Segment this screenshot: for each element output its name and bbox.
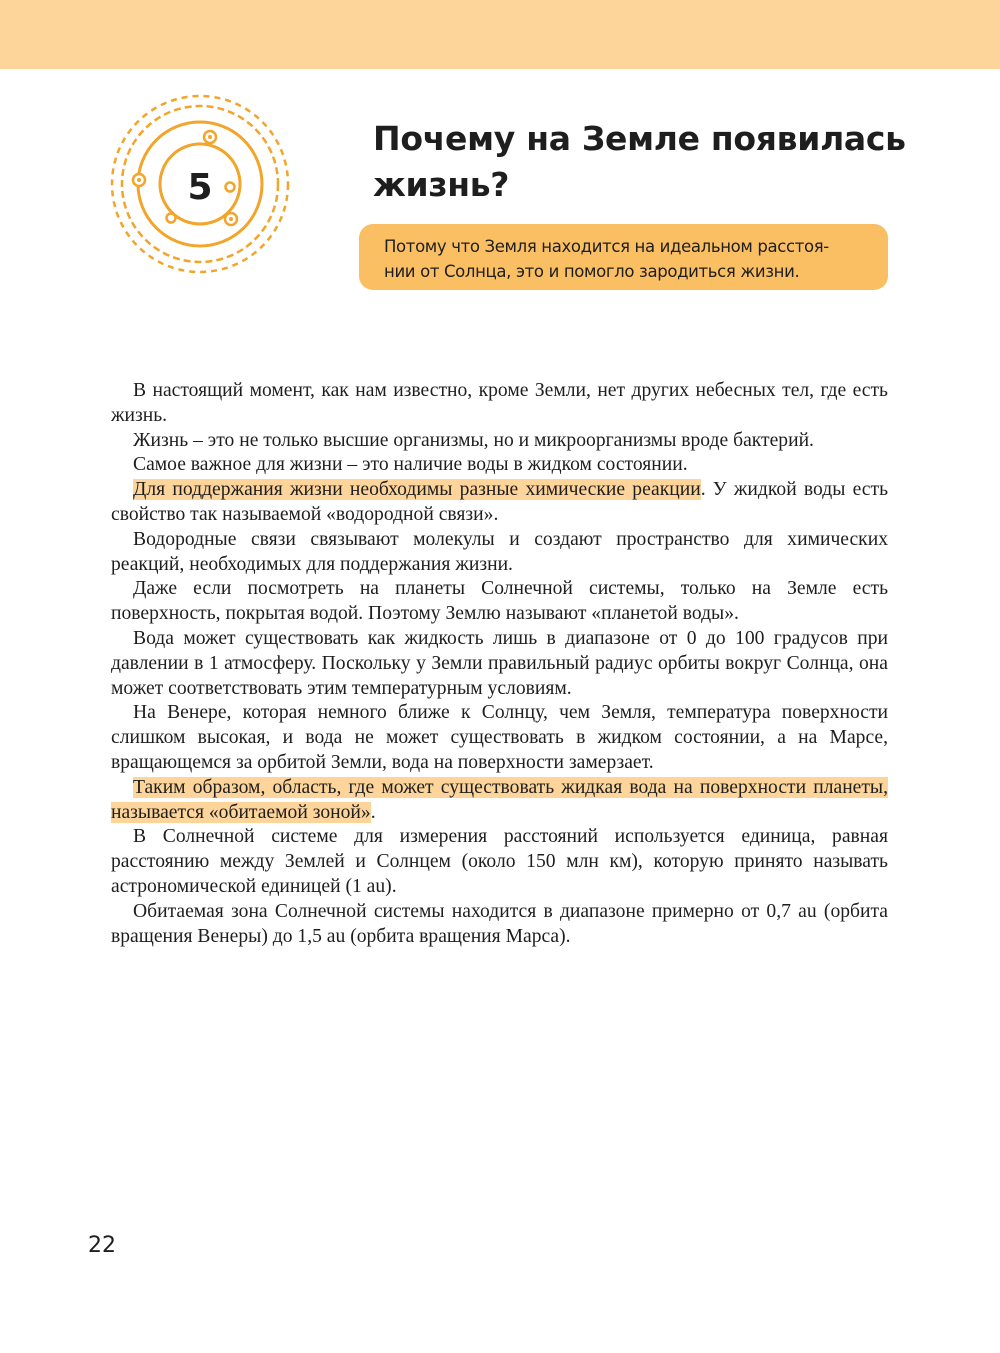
paragraph	[111, 478, 888, 528]
page-number: 22	[88, 1233, 116, 1258]
paragraph: Жизнь – это не только высшие организмы, но и микроорганизмы вроде бактерий.	[133, 429, 814, 451]
paragraph: Вода может существовать как жидкость лишь в диапазоне от 0 до 100 градусов при давлении в 1 атмосферу. Поскольку у Земли правильный радиус орбиты вокруг Солнца, она может соответствовать этим температурным условиям.	[111, 627, 888, 699]
body-text	[111, 379, 888, 949]
answer-box	[359, 224, 888, 290]
paragraph: На Венере, которая немного ближе к Солнцу, чем Земля, температура поверхности слишком высокая, и вода не может существовать в жидком состоянии, а на Марсе, вращающемся за орбитой Земли, вода на поверхности замерзает.	[111, 702, 888, 773]
top-color-band	[0, 0, 1000, 69]
answer-line-1: Потому что Земля находится на идеальном расстоя-	[384, 237, 829, 256]
highlighted-text: Для поддержания жизни необходимы разные химические реакции	[133, 479, 701, 501]
paragraph: Водородные связи связывают молекулы и создают пространство для химических реакций, необходимых для поддержания жизни.	[111, 528, 888, 575]
answer-line-2: нии от Солнца, это и помогло зародиться жизни.	[384, 262, 800, 281]
paragraph: Самое важное для жизни – это наличие воды в жидком состоянии.	[133, 454, 688, 476]
paragraph-rest: . У жидкой воды есть свойство так называемой «водородной связи».	[111, 479, 889, 525]
paragraph: В настоящий момент, как нам известно, кроме Земли, нет других небесных тел, где есть жизнь.	[111, 380, 888, 426]
highlighted-text: Таким образом, область, где может существовать жидкая вода на поверхности планеты, называется «обитаемой зоной»	[111, 776, 888, 823]
chapter-number: 5	[187, 167, 213, 208]
chapter-title	[373, 116, 933, 208]
paragraph-rest: .	[370, 801, 376, 823]
title-line-1: Почему на Земле появилась	[373, 119, 906, 158]
title-line-2: жизнь?	[373, 165, 510, 204]
paragraph: Обитаемая зона Солнечной системы находится в диапазоне примерно от 0,7 au (орбита вращения Венеры) до 1,5 au (орбита вращения Марса).	[111, 900, 888, 947]
paragraph	[111, 776, 888, 826]
paragraph: В Солнечной системе для измерения расстояний используется единица, равная расстоянию между Землей и Солнцем (около 150 млн км), которую принято называть астрономической единицей (1 au).	[111, 826, 888, 897]
paragraph: Даже если посмотреть на планеты Солнечной системы, только на Земле есть поверхность, покрытая водой. Поэтому Землю называют «планетой воды».	[111, 578, 888, 625]
